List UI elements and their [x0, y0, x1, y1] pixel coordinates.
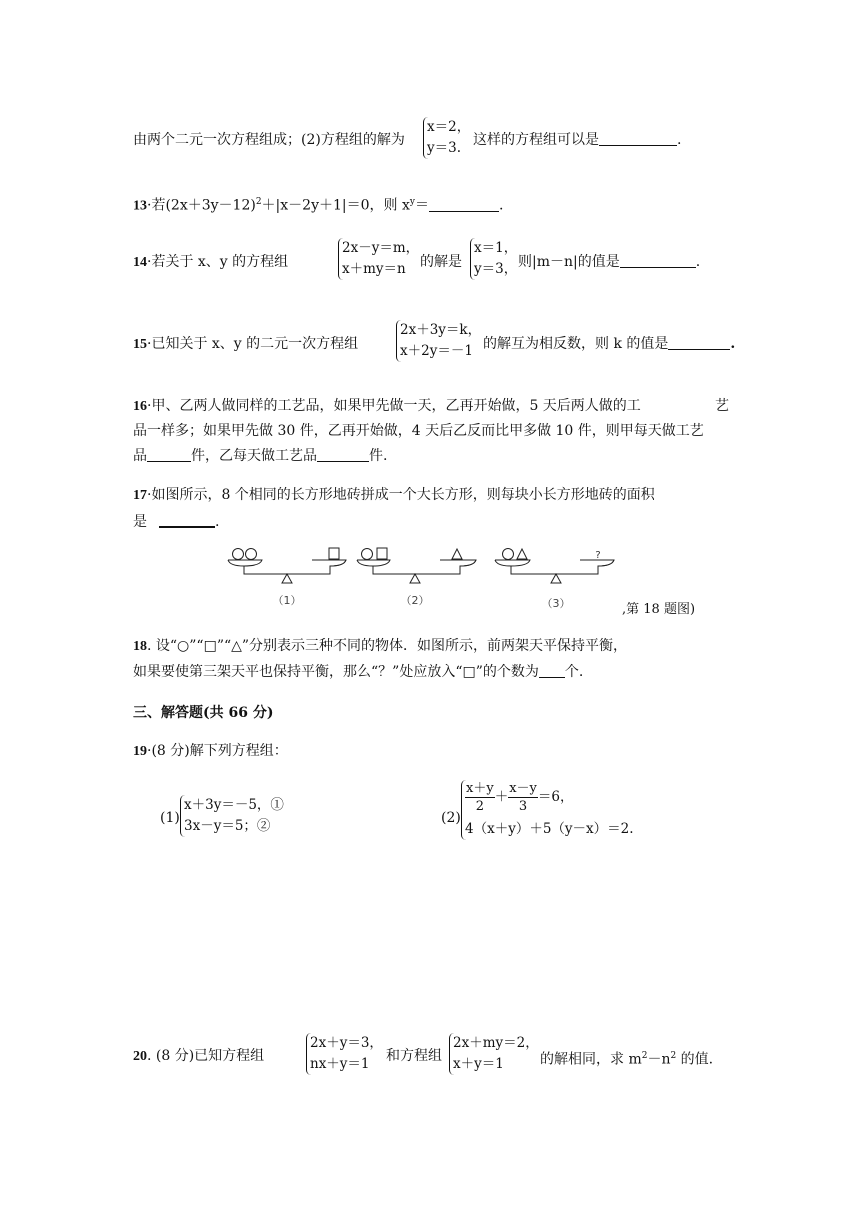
q14-sol-eq2: y＝3，: [474, 261, 518, 277]
q19-part1-label: (1): [160, 810, 180, 826]
q16-blank-jia[interactable]: [147, 447, 191, 462]
q20-system-a: [306, 1033, 383, 1075]
balance-3-beam: [495, 560, 614, 574]
q14-text-before: ·若关于 x、y 的方程组: [147, 254, 289, 270]
q13-text2: ＋|x－2y＋1|＝0，则 x: [261, 197, 410, 214]
q20-sup1: 2: [641, 1051, 648, 1061]
q19-part2-eq2: 4（x＋y）＋5（y－x）＝2.: [465, 821, 634, 837]
circle-icon: [233, 549, 244, 560]
q16-line2: [133, 421, 704, 441]
q12-line-end: 这样的方程组可以是 .: [473, 132, 682, 148]
q19-frac1: [465, 780, 495, 815]
q19-part1-eq2: 3x－y＝5；②: [184, 818, 271, 834]
square-icon: [377, 548, 387, 559]
q19-text: ·(8 分)解下列方程组：: [147, 743, 288, 759]
q19-part2-eq1: [465, 780, 634, 818]
q17-line2: 是 .: [133, 514, 220, 530]
q19-eq1-rhs: ＝6，: [537, 789, 574, 805]
q20-text-after: 的解相同，求 m: [540, 1051, 642, 1068]
circle-icon: [503, 549, 514, 560]
q20-sysA-eq2: nx＋y＝1: [310, 1056, 370, 1072]
triangle-icon: [551, 574, 561, 583]
q19-line: [133, 741, 288, 762]
q20-sysB-eq1: 2x＋my＝2，: [453, 1035, 539, 1051]
q13-answer-blank[interactable]: [429, 197, 499, 212]
q15-system: [396, 320, 481, 362]
square-icon: [329, 548, 339, 559]
figure-caption: ,第 18 题图): [622, 602, 696, 617]
q17-number: 17: [133, 488, 147, 503]
q13-sup: 2: [255, 197, 262, 207]
q16-line1-end: 艺: [715, 398, 729, 414]
q19-frac1-den: 2: [475, 799, 484, 814]
q16-number: 16: [133, 399, 147, 414]
q14-text-mid: 的解是: [420, 254, 462, 270]
q17-answer-blank[interactable]: [159, 512, 215, 528]
q20-end: [540, 1046, 713, 1070]
q16-line3: [133, 446, 387, 466]
q17-line2-text: 是: [133, 514, 147, 530]
triangle-icon: [282, 574, 292, 583]
q16-line3-b: 件，乙每天做工艺品: [191, 448, 317, 464]
q16-line2-text: 品一样多；如果甲先做 30 件，乙再开始做，4 天后乙反而比甲多做 10 件，则甲每天做工艺: [133, 423, 704, 439]
q19-number: 19: [133, 744, 147, 759]
balance-1-beam: [228, 560, 346, 574]
q19-part1-eq1: x＋3y＝－5，①: [184, 797, 284, 813]
balance-2-beam: [357, 560, 476, 574]
q16-line1-text: ·甲、乙两人做同样的工艺品，如果甲先做一天，乙再开始做，5 天后两人做的工: [147, 398, 641, 414]
q17-line1-text: ·如图所示，8 个相同的长方形地砖拼成一个大长方形，则每块小长方形地砖的面积: [147, 487, 655, 503]
q15-eq1: 2x＋3y＝k，: [400, 322, 482, 338]
q13-sup2: y: [409, 197, 415, 207]
triangle-icon: [410, 574, 420, 583]
q16-blank-yi[interactable]: [317, 447, 369, 462]
q20-text-after2: －n: [647, 1051, 671, 1068]
q18-line2: [133, 662, 583, 682]
q15-end: 的解互为相反数，则 k 的值是 .: [483, 336, 736, 352]
q13-line: 13·若$(2x+3y-12)^2+|x-2y+1|=0$，则 $x^y=$ .: [133, 197, 504, 214]
q20-sup2: 2: [670, 1051, 677, 1061]
q19-frac2-num: x－y: [509, 781, 537, 796]
q19-frac2-den: 3: [518, 799, 528, 814]
q14-text-after: 则|m－n|的值是: [518, 254, 620, 270]
balance-2: [357, 548, 476, 583]
q20-mid: [386, 1046, 442, 1066]
q19-frac2: [508, 780, 538, 815]
section-3-heading: 三、解答题(共 66 分): [133, 705, 274, 721]
balance-figure: [0, 546, 860, 616]
q13-text: ·若(2x＋3y－12): [147, 197, 256, 214]
q12-text-before: 由两个二元一次方程组成；(2)方程组的解为: [133, 132, 405, 148]
q19-part1-system: [180, 795, 284, 837]
q13-text3: ＝: [414, 197, 429, 214]
triangle-icon: [517, 549, 527, 559]
circle-icon: [246, 549, 257, 560]
q15-text-after: 的解互为相反数，则 k 的值是: [483, 336, 669, 352]
q18-answer-blank[interactable]: [539, 663, 565, 678]
q19-part2-system: [461, 780, 634, 840]
figure-label-2: （2）: [400, 594, 430, 607]
q15-eq2: x＋2y＝－1: [400, 343, 473, 359]
q18-line1-text: . 设“○”“□”“△”分别表示三种不同的物体．如图所示，前两架天平保持平衡，: [147, 638, 628, 654]
balance-1-right-pan: [312, 560, 346, 566]
q18-line2-end: 个.: [564, 664, 584, 680]
circle-icon: [362, 549, 373, 560]
q15-text-before: ·已知关于 x、y 的二元一次方程组: [147, 336, 359, 352]
q19-frac1-num: x＋y: [466, 781, 494, 796]
q12-solution-system: [423, 117, 470, 159]
q14-number: 14: [133, 255, 147, 270]
q14-solution-system: [470, 238, 517, 280]
q19-part2-label: (2): [441, 810, 461, 826]
question-mark: ?: [595, 550, 601, 561]
q20-text-mid: 和方程组: [386, 1048, 442, 1064]
balance-2-right-pan: [440, 560, 476, 566]
q16-line3-a: 品: [133, 448, 147, 464]
q12-answer-blank[interactable]: [599, 131, 677, 146]
q12-solution-eq2: y＝3.: [427, 140, 462, 156]
q20-sysB-eq2: x＋y＝1: [453, 1056, 504, 1072]
q16-line1: [133, 396, 641, 417]
q20-line: [133, 1046, 264, 1067]
q14-line: [133, 252, 288, 273]
q15-number: 15: [133, 337, 147, 352]
q18-line2-text: 如果要使第三架天平也保持平衡，那么“？”处应放入“□”的个数为: [133, 664, 539, 680]
q17-line1: [133, 485, 655, 506]
q19-plus: ＋: [494, 789, 509, 805]
q18-number: 18: [133, 639, 147, 654]
triangle-icon: [452, 549, 462, 559]
q13-number: 13: [133, 198, 147, 214]
q20-system-b: [449, 1033, 539, 1075]
q14-end: 则|m－n|的值是 .: [518, 254, 701, 270]
q18-line1: [133, 636, 627, 657]
q14-sys-eq2: x＋my＝n: [342, 261, 406, 277]
q14-system: [338, 238, 419, 280]
q12-text-after: 这样的方程组可以是: [473, 132, 599, 148]
q20-text-before: . (8 分)已知方程组: [147, 1048, 265, 1064]
balance-2-left-pan: [357, 560, 390, 566]
q14-answer-blank[interactable]: [620, 253, 696, 268]
balance-1: [228, 548, 346, 583]
q16-line3-c: 件.: [369, 448, 388, 464]
balance-1-left-pan: [228, 560, 262, 566]
q15-answer-blank[interactable]: [668, 335, 730, 350]
q12-line: [133, 130, 405, 150]
q14-sys-eq1: 2x－y＝m，: [342, 240, 420, 256]
figure-label-3: （3）: [541, 597, 571, 610]
q20-number: 20: [133, 1049, 147, 1064]
q12-solution-eq1: x＝2，: [427, 119, 471, 135]
figure-label-1: （1）: [272, 594, 302, 607]
q20-sysA-eq1: 2x＋y＝3，: [310, 1035, 383, 1051]
q14-sol-eq1: x＝1，: [474, 240, 518, 256]
q20-text-end: 的值.: [676, 1051, 714, 1068]
q15-line: [133, 334, 358, 355]
q14-mid: [420, 252, 462, 272]
